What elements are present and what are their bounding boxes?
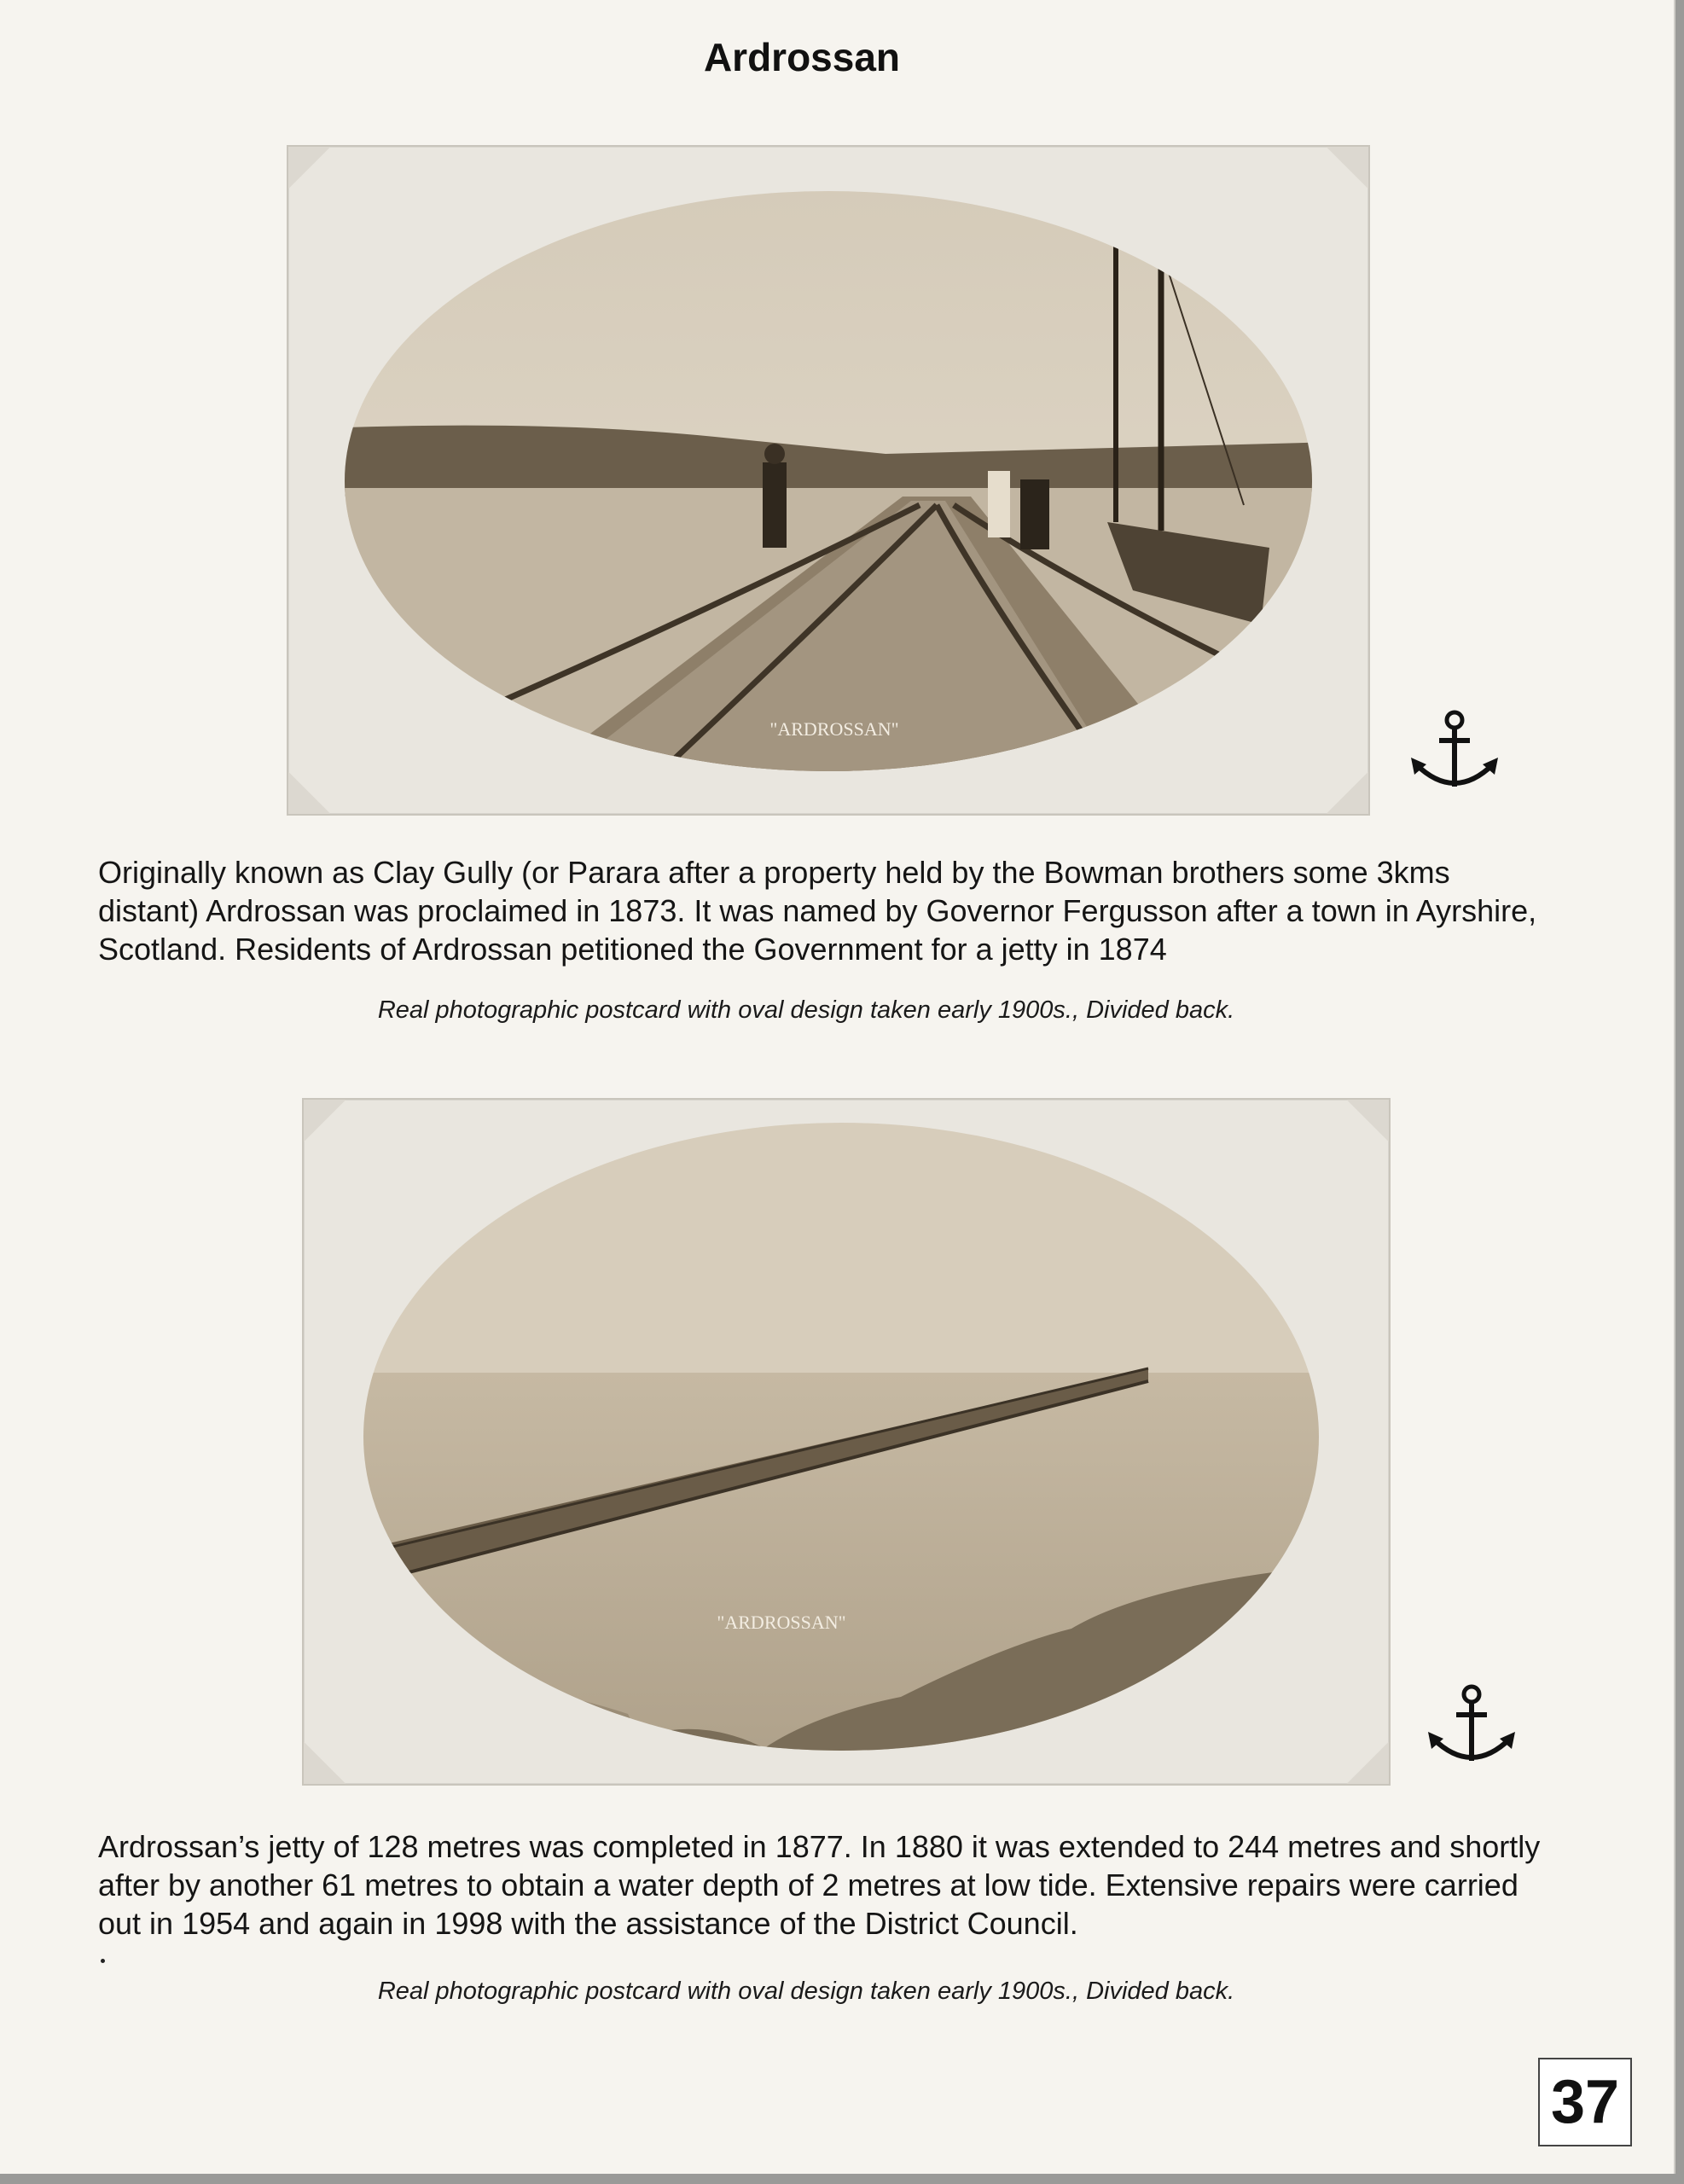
anchor-icon (1425, 1682, 1519, 1780)
postcard-caption-2: Real photographic postcard with oval design taken early 1900s., Divided back. (377, 1978, 1235, 2005)
photo-label-2: "ARDROSSAN" (717, 1612, 846, 1633)
description-paragraph-1: Originally known as Clay Gully (or Parara after a property held by the Bowman brothers some 3kms distant) Ardrossan was proclaimed in 1873. It was named by Governor Fergusson after a town in Ayrshire, Scotland. Residents of Ardrossan petitioned the Government for a jetty in 1874 (98, 855, 1537, 967)
anchor-icon (1408, 708, 1501, 806)
jetty-railway-photo (288, 147, 1368, 814)
postcard-1 (287, 145, 1370, 816)
photo-label-1: "ARDROSSAN" (769, 718, 899, 740)
stray-dot (101, 1959, 105, 1963)
postcard-caption-1: Real photographic postcard with oval design taken early 1900s., Divided back. (377, 996, 1235, 1024)
long-jetty-photo (304, 1100, 1389, 1784)
description-paragraph-2: Ardrossan’s jetty of 128 metres was completed in 1877. In 1880 it was extended to 244 metres and shortly after by another 61 metres to obtain a water depth of 2 metres at low tide. Extensive repairs were carried out in 1954 and again in 1998 with the assistance of the District Council. (98, 1829, 1541, 1941)
postcard-2 (302, 1098, 1391, 1786)
page-number: 37 (1538, 2058, 1632, 2146)
page-title: Ardrossan (703, 35, 901, 79)
